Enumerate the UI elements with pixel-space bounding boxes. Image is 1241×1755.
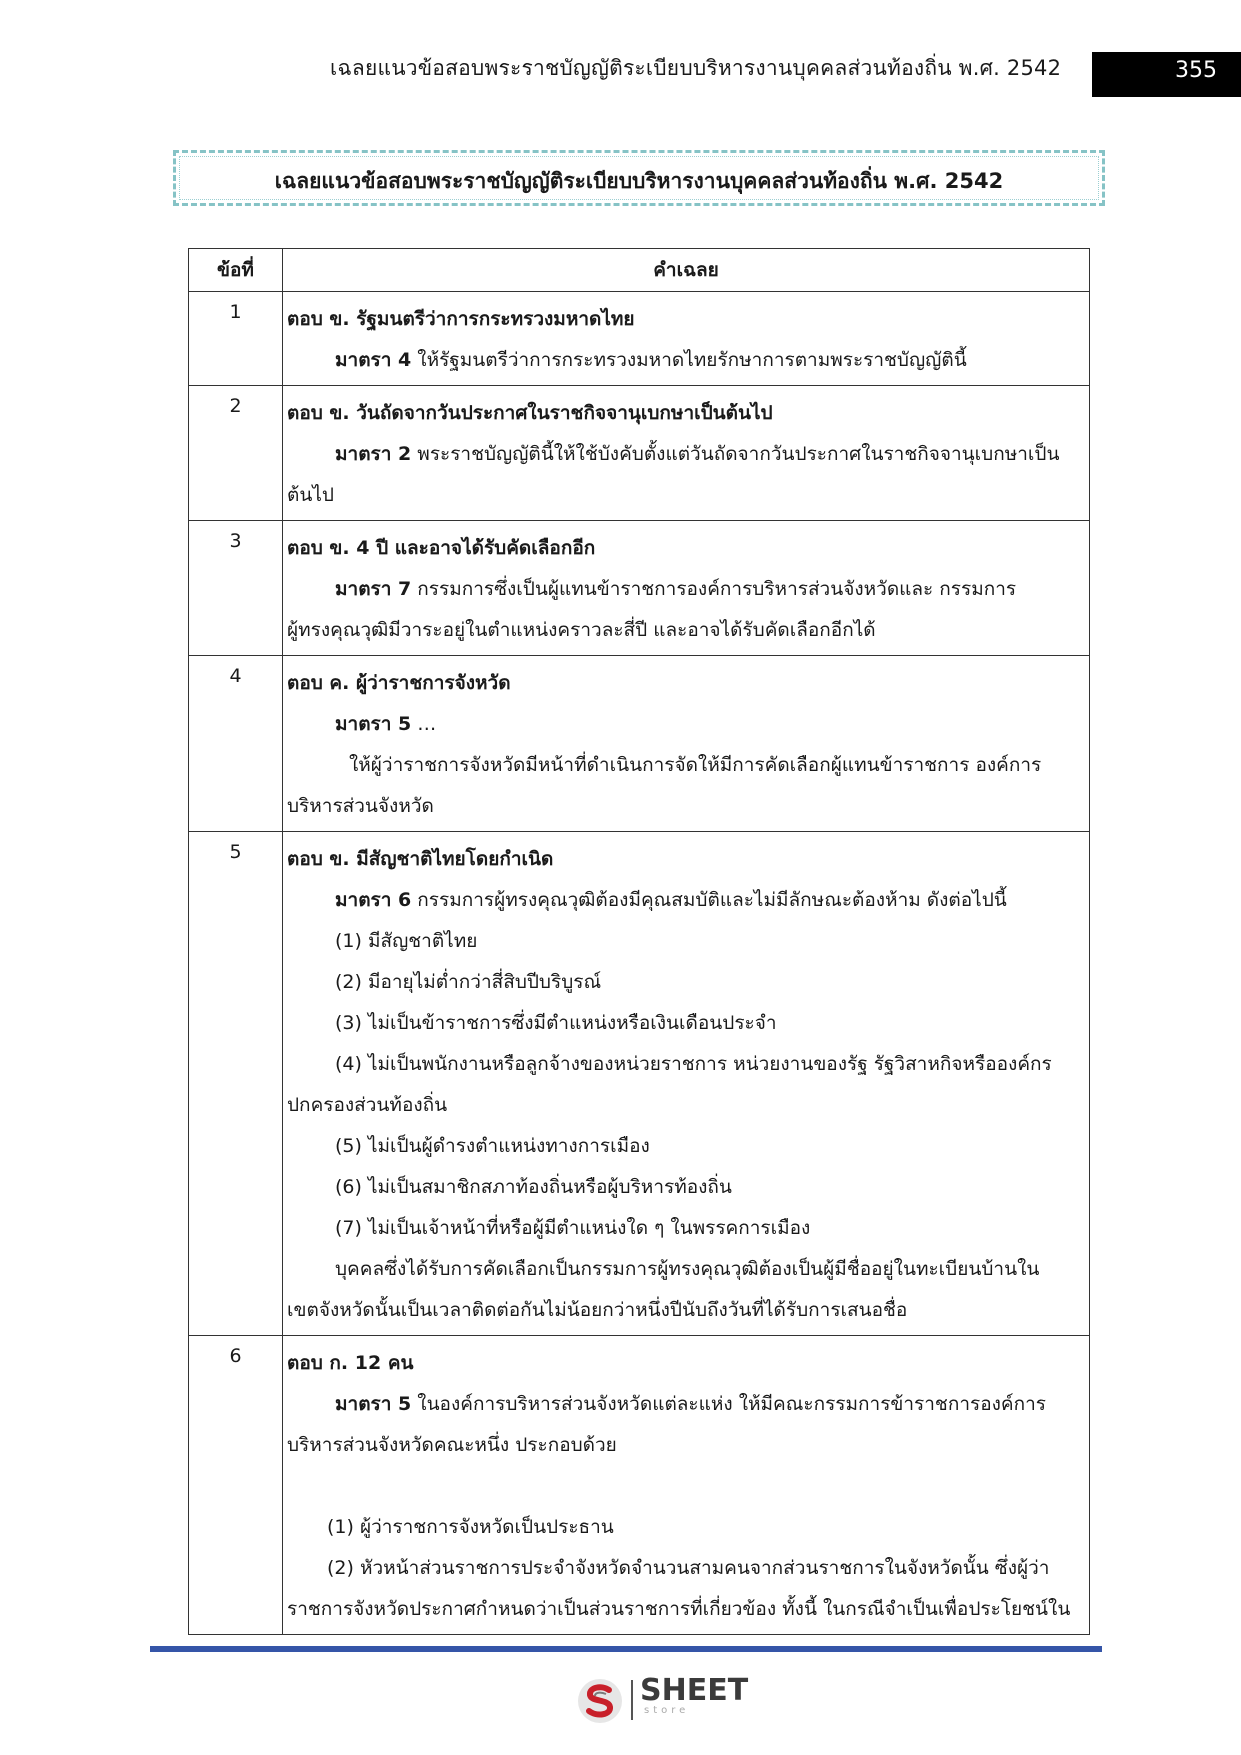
- paragraph-line: ให้ผู้ว่าราชการจังหวัดมีหน้าที่ดำเนินการจัดให้มีการคัดเลือกผู้แทนข้าราชการ องค์การ: [349, 754, 1042, 776]
- list-item: (5) ไม่เป็นผู้ดำรงตำแหน่งทางการเมือง: [335, 1135, 650, 1157]
- list-item: (3) ไม่เป็นข้าราชการซึ่งมีตำแหน่งหรือเงินเดือนประจำ: [335, 1012, 777, 1034]
- section-line: [287, 340, 1079, 381]
- table-row: [189, 386, 1090, 521]
- section-label: มาตรา 6: [335, 889, 412, 911]
- row-content: [283, 386, 1090, 521]
- answer-line: ตอบ ค. ผู้ว่าราชการจังหวัด: [287, 672, 511, 694]
- logo-separator: [631, 1680, 633, 1720]
- continuation-line: ผู้ทรงคุณวุฒิมีวาระอยู่ในตำแหน่งคราวละสี่ปี และอาจได้รับคัดเลือกอีกได้: [287, 619, 876, 641]
- row-number: 5: [189, 832, 283, 1336]
- section-text: ให้รัฐมนตรีว่าการกระทรวงมหาดไทยรักษาการตามพระราชบัญญัตินี้: [411, 349, 967, 371]
- list-item: (1) ผู้ว่าราชการจังหวัดเป็นประธาน: [327, 1516, 614, 1538]
- continuation-line: ต้นไป: [287, 484, 334, 506]
- table-row: [189, 521, 1090, 656]
- table-row: [189, 292, 1090, 386]
- logo-text: SHEET: [640, 1673, 749, 1708]
- section-label: มาตรา 4: [335, 349, 412, 371]
- running-header: เฉลยแนวข้อสอบพระราชบัญญัติระเบียบบริหารงานบุคคลส่วนท้องถิ่น พ.ศ. 2542: [330, 56, 1062, 80]
- answer-table: [188, 248, 1090, 1635]
- row-number: 2: [189, 386, 283, 521]
- row-number: 1: [189, 292, 283, 386]
- list-item: (1) มีสัญชาติไทย: [335, 930, 478, 952]
- section-line: [287, 569, 1079, 610]
- section-line: [287, 1384, 1079, 1425]
- section-text: พระราชบัญญัตินี้ให้ใช้บังคับตั้งแต่วันถัดจากวันประกาศในราชกิจจานุเบกษาเป็น: [411, 443, 1060, 465]
- row-content: [283, 832, 1090, 1336]
- list-item: (2) มีอายุไม่ต่ำกว่าสี่สิบปีบริบูรณ์: [335, 971, 602, 993]
- list-item: (7) ไม่เป็นเจ้าหน้าที่หรือผู้มีตำแหน่งใด ๆ ในพรรคการเมือง: [335, 1217, 811, 1239]
- list-item: (2) หัวหน้าส่วนราชการประจำจังหวัดจำนวนสามคนจากส่วนราชการในจังหวัดนั้น ซึ่งผู้ว่า: [327, 1557, 1050, 1579]
- column-header-no: ข้อที่: [189, 249, 283, 292]
- table-header-row: [189, 249, 1090, 292]
- blank-gap: [287, 1466, 1079, 1507]
- section-line: [287, 434, 1079, 475]
- continuation-line: เขตจังหวัดนั้นเป็นเวลาติดต่อกันไม่น้อยกว่าหนึ่งปีนับถึงวันที่ได้รับการเสนอชื่อ: [287, 1299, 908, 1321]
- section-label: มาตรา 7: [335, 578, 412, 600]
- continuation-line: ปกครองส่วนท้องถิ่น: [287, 1094, 448, 1116]
- document-title: เฉลยแนวข้อสอบพระราชบัญญัติระเบียบบริหารงานบุคคลส่วนท้องถิ่น พ.ศ. 2542: [274, 169, 1004, 193]
- answer-line: ตอบ ข. 4 ปี และอาจได้รับคัดเลือกอีก: [287, 537, 596, 559]
- answer-line: ตอบ ข. รัฐมนตรีว่าการกระทรวงมหาดไทย: [287, 308, 635, 330]
- table-row: [189, 656, 1090, 832]
- continuation-line: บริหารส่วนจังหวัดคณะหนึ่ง ประกอบด้วย: [287, 1434, 617, 1456]
- section-text: กรรมการซึ่งเป็นผู้แทนข้าราชการองค์การบริหารส่วนจังหวัดและ กรรมการ: [411, 578, 1017, 600]
- section-label: มาตรา 2: [335, 443, 412, 465]
- page-number-box: [1092, 52, 1241, 97]
- section-text: …: [411, 713, 437, 735]
- row-number: 3: [189, 521, 283, 656]
- row-number: 4: [189, 656, 283, 832]
- row-content: [283, 656, 1090, 832]
- sheet-store-logo-icon: [576, 1677, 624, 1725]
- section-line: [287, 704, 1079, 745]
- list-item: (6) ไม่เป็นสมาชิกสภาท้องถิ่นหรือผู้บริหารท้องถิ่น: [335, 1176, 732, 1198]
- row-content: [283, 1336, 1090, 1635]
- page-number: 355: [1175, 58, 1217, 83]
- answer-line: ตอบ ก. 12 คน: [287, 1352, 414, 1374]
- section-text: ในองค์การบริหารส่วนจังหวัดแต่ละแห่ง ให้มีคณะกรรมการข้าราชการองค์การ: [411, 1393, 1046, 1415]
- footer-bar: [150, 1646, 1102, 1652]
- row-content: [283, 292, 1090, 386]
- table-row: [189, 832, 1090, 1336]
- continuation-line: ราชการจังหวัดประกาศกำหนดว่าเป็นส่วนราชการที่เกี่ยวข้อง ทั้งนี้ ในกรณีจำเป็นเพื่อประโยชน์ใน: [287, 1598, 1071, 1620]
- section-label: มาตรา 5: [335, 713, 412, 735]
- column-header-answer: คำเฉลย: [283, 249, 1090, 292]
- paragraph-line: บุคคลซึ่งได้รับการคัดเลือกเป็นกรรมการผู้ทรงคุณวุฒิต้องเป็นผู้มีชื่ออยู่ในทะเบียนบ้านใน: [335, 1258, 1040, 1280]
- row-content: [283, 521, 1090, 656]
- logo-subtext: store: [644, 1705, 690, 1716]
- continuation-line: บริหารส่วนจังหวัด: [287, 795, 434, 817]
- section-text: กรรมการผู้ทรงคุณวุฒิต้องมีคุณสมบัติและไม่มีลักษณะต้องห้าม ดังต่อไปนี้: [411, 889, 1007, 911]
- section-line: [287, 880, 1079, 921]
- answer-line: ตอบ ข. วันถัดจากวันประกาศในราชกิจจานุเบกษาเป็นต้นไป: [287, 402, 773, 424]
- answer-line: ตอบ ข. มีสัญชาติไทยโดยกำเนิด: [287, 848, 554, 870]
- row-number: 6: [189, 1336, 283, 1635]
- section-label: มาตรา 5: [335, 1393, 412, 1415]
- list-item: (4) ไม่เป็นพนักงานหรือลูกจ้างของหน่วยราชการ หน่วยงานของรัฐ รัฐวิสาหกิจหรือองค์กร: [335, 1053, 1052, 1075]
- table-row: [189, 1336, 1090, 1635]
